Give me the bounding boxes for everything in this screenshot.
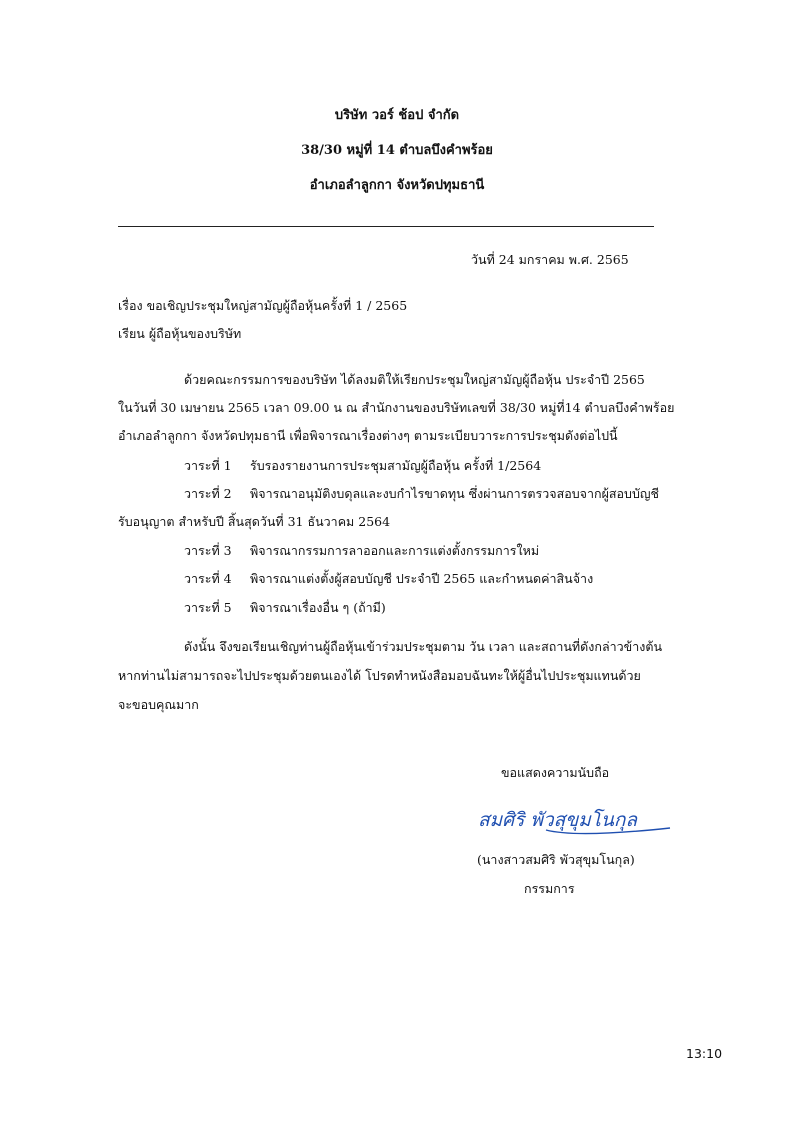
signer-name: (นางสาวสมศิริ พัวสุขุมโนกุล)	[477, 852, 635, 867]
letter-closing: ขอแสดงความนับถือ	[501, 765, 610, 780]
company-address-line-2: อำเภอลำลูกกา จังหวัดปทุมธานี	[309, 178, 485, 193]
agenda-item-2-continuation: รับอนุญาต สำหรับปี สิ้นสุดวันที่ 31 ธันวาคม 2564	[118, 514, 391, 529]
agenda-item-2-label: วาระที่ 2	[184, 486, 232, 501]
letter-salutation: เรียน ผู้ถือหุ้นของบริษัท	[118, 326, 242, 341]
company-name: บริษัท วอร์ ช้อป จำกัด	[334, 108, 460, 123]
body-paragraph-1-line: ด้วยคณะกรรมการของบริษัท ได้ลงมติให้เรียกประชุมใหญ่สามัญผู้ถือหุ้น ประจำปี 2565	[184, 372, 645, 387]
agenda-item-5-text: พิจารณาเรื่องอื่น ๆ (ถ้ามี)	[250, 600, 386, 615]
body-paragraph-2-line: หากท่านไม่สามารถจะไปประชุมด้วยตนเองได้ โปรดทำหนังสือมอบฉันทะให้ผู้อื่นไปประชุมแทนด้วย	[118, 668, 641, 683]
agenda-item-2-text: พิจารณาอนุมัติงบดุลและงบกำไรขาดทุน ซึ่งผ่านการตรวจสอบจากผู้สอบบัญชี	[250, 486, 660, 501]
letter-date: วันที่ 24 มกราคม พ.ศ. 2565	[471, 252, 629, 267]
body-paragraph-1-line: ในวันที่ 30 เมษายน 2565 เวลา 09.00 น ณ สำนักงานของบริษัทเลขที่ 38/30 หมู่ที่14 ตำบลบึงคำพร้อย	[118, 400, 675, 415]
letter-subject: เรื่อง ขอเชิญประชุมใหญ่สามัญผู้ถือหุ้นครั้งที่ 1 / 2565	[118, 298, 408, 313]
company-address-line-1: 38/30 หมู่ที่ 14 ตำบลบึงคำพร้อย	[301, 143, 493, 158]
page-time-stamp: 13:10	[686, 1046, 723, 1061]
agenda-item-4-label: วาระที่ 4	[184, 571, 232, 586]
body-paragraph-1-line: อำเภอลำลูกกา จังหวัดปทุมธานี เพื่อพิจารณาเรื่องต่างๆ ตามระเบียบวาระการประชุมดังต่อไปนี้	[118, 428, 618, 443]
handwritten-signature	[474, 800, 674, 840]
signer-title: กรรมการ	[524, 881, 575, 896]
body-paragraph-2-line: จะขอบคุณมาก	[118, 697, 199, 712]
agenda-item-1-label: วาระที่ 1	[184, 458, 232, 473]
agenda-item-4-text: พิจารณาแต่งตั้งผู้สอบบัญชี ประจำปี 2565 และกำหนดค่าสินจ้าง	[250, 571, 594, 586]
signature-script: สมศิริ พัวสุขุมโนกุล	[478, 809, 638, 831]
header-divider	[118, 226, 654, 227]
agenda-item-1-text: รับรองรายงานการประชุมสามัญผู้ถือหุ้น ครั้งที่ 1/2564	[250, 458, 542, 473]
agenda-item-5-label: วาระที่ 5	[184, 600, 232, 615]
agenda-item-3-label: วาระที่ 3	[184, 543, 232, 558]
agenda-item-3-text: พิจารณากรรมการลาออกและการแต่งตั้งกรรมการใหม่	[250, 543, 540, 558]
body-paragraph-2-line: ดังนั้น จึงขอเรียนเชิญท่านผู้ถือหุ้นเข้าร่วมประชุมตาม วัน เวลา และสถานที่ดังกล่าวข้างต้น	[184, 639, 662, 654]
